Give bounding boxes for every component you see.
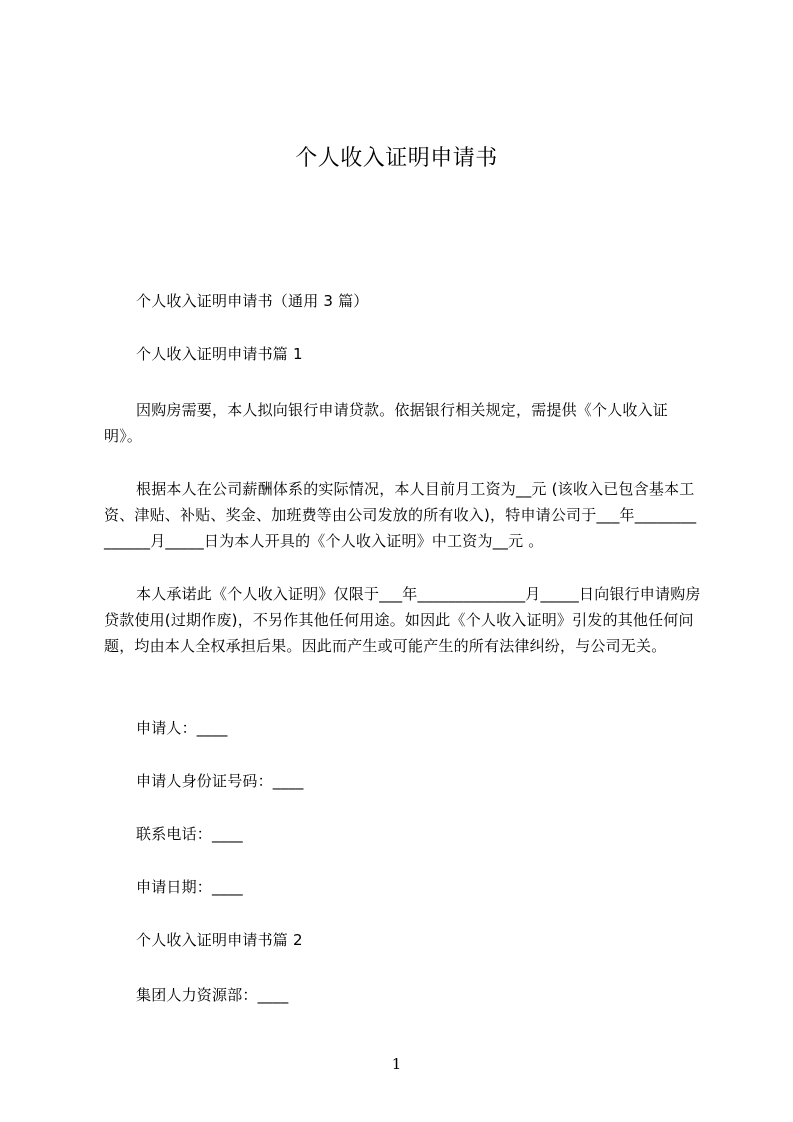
hr-department-line: 集团人力资源部：____ bbox=[136, 986, 289, 1004]
applicant-line: 申请人：____ bbox=[136, 719, 228, 737]
page-number: 1 bbox=[391, 1055, 402, 1073]
paragraph-purpose: 因购房需要，本人拟向银行申请贷款。依据银行相关规定，需提供《个人收入证明》。 bbox=[104, 401, 669, 445]
phone-line: 联系电话：____ bbox=[136, 825, 243, 843]
section-1-heading: 个人收入证明申请书篇 1 bbox=[136, 345, 303, 363]
section-2-heading: 个人收入证明申请书篇 2 bbox=[136, 931, 303, 949]
paragraph-commitment: 本人承诺此《个人收入证明》仅限于___年______________月_____日向银行申请购房贷款使用(过期作废)，不另作其他任何用途。如因此《个人收入证明》引发的其他任何问题，均由本人全权承担后果。因此而产生或可能产生的所有法律纠纷，与公司无关。 bbox=[104, 585, 701, 655]
date-line: 申请日期：____ bbox=[136, 878, 243, 896]
id-number-line: 申请人身份证号码：____ bbox=[136, 772, 304, 790]
document-subtitle: 个人收入证明申请书（通用 3 篇） bbox=[136, 292, 369, 310]
paragraph-salary: 根据本人在公司薪酬体系的实际情况，本人目前月工资为__元 (该收入已包含基本工资、津贴、补贴、奖金、加班费等由公司发放的所有收入)，特申请公司于___年______________月_____日为本人开具的《个人收入证明》中工资为__元 。 bbox=[104, 480, 697, 550]
document-title: 个人收入证明申请书 bbox=[295, 146, 498, 171]
